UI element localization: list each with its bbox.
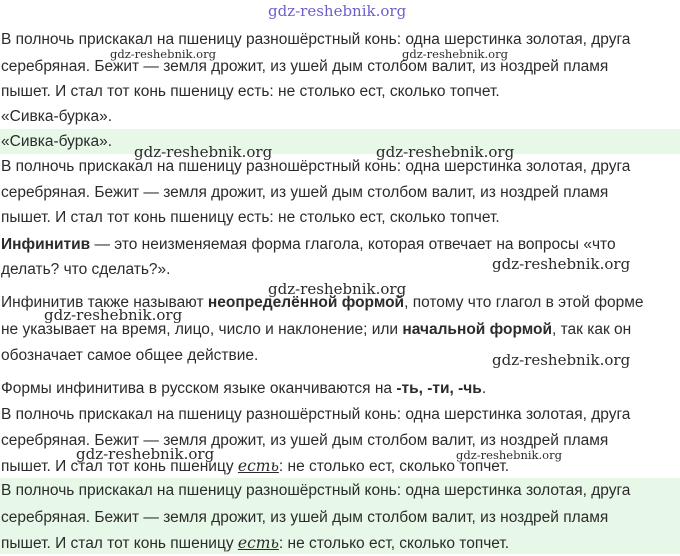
text-line: серебряная. Бежит — земля дрожит, из ушей дым столбом валит, из ноздрей пламя [1, 509, 609, 526]
text-line: серебряная. Бежит — земля дрожит, из ушей дым столбом валит, из ноздрей пламя [1, 58, 609, 75]
text-line: пышет. И стал тот конь пшеницу есть: не столько ест, сколько топчет. [1, 83, 500, 100]
watermark: gdz-reshebnik.org [110, 47, 216, 61]
watermark: gdz-reshebnik.org [44, 306, 183, 324]
text-span: Инфинитив также называют [1, 294, 208, 311]
text-line: В полночь прискакал на пшеницу разношёрстный конь: одна шерстинка золотая, друга [1, 31, 631, 48]
text-line [1, 291, 644, 315]
watermark-header: gdz-reshebnik.org [268, 2, 407, 20]
definition-line: делать? что сделать?». [1, 261, 171, 278]
text-line: обозначает самое общее действие. [1, 347, 259, 364]
text-span: не указывает на время, лицо, число и наклонение; или [1, 321, 403, 338]
watermark: gdz-reshebnik.org [402, 47, 508, 61]
watermark: gdz-reshebnik.org [134, 143, 273, 161]
text-span: Формы инфинитива в русском языке оканчиваются на [1, 380, 397, 397]
text-span: : не столько ест, сколько топчет. [278, 535, 510, 552]
text-line: серебряная. Бежит — земля дрожит, из ушей дым столбом валит, из ноздрей пламя [1, 184, 609, 201]
text-line: В полночь прискакал на пшеницу разношёрстный конь: одна шерстинка золотая, друга [1, 406, 631, 423]
text-span: . [481, 380, 487, 397]
source-caption: «Сивка-бурка». [1, 108, 113, 125]
watermark: gdz-reshebnik.org [376, 143, 515, 161]
text-line [1, 531, 509, 556]
highlighted-verb: есть [237, 457, 279, 475]
text-line [1, 377, 486, 401]
bold-term: начальной формой [402, 321, 552, 338]
text-span: пышет. И стал тот конь пшеницу [1, 458, 238, 475]
watermark: gdz-reshebnik.org [492, 255, 631, 273]
text-line [1, 318, 631, 342]
text-span: : не столько ест, сколько топчет. [278, 458, 510, 475]
text-line: В полночь прискакал на пшеницу разношёрстный конь: одна шерстинка золотая, друга [1, 482, 631, 499]
source-caption: «Сивка-бурка». [1, 133, 113, 150]
text-span: пышет. И стал тот конь пшеницу [1, 535, 238, 552]
definition-text: — это неизменяемая форма глагола, которая отвечает на вопросы «что [90, 236, 616, 253]
text-line: пышет. И стал тот конь пшеницу есть: не столько ест, сколько топчет. [1, 209, 500, 226]
text-line: серебряная. Бежит — земля дрожит, из ушей дым столбом валит, из ноздрей пламя [1, 432, 609, 449]
text-span: , потому что глагол в этой форме [404, 294, 644, 311]
bold-term: неопределённой формой [207, 294, 405, 311]
bold-endings: -ть, -ти, -чь [396, 380, 482, 397]
text-span: , так как он [551, 321, 632, 338]
text-line: В полночь прискакал на пшеницу разношёрстный конь: одна шерстинка золотая, друга [1, 158, 631, 175]
definition-term: Инфинитив [1, 236, 91, 253]
watermark: gdz-reshebnik.org [268, 280, 407, 298]
watermark: gdz-reshebnik.org [492, 351, 631, 369]
watermark: gdz-reshebnik.org [456, 448, 562, 462]
watermark: gdz-reshebnik.org [76, 445, 215, 463]
definition-line [1, 233, 616, 257]
text-line [1, 454, 509, 479]
highlighted-verb: есть [237, 534, 279, 552]
